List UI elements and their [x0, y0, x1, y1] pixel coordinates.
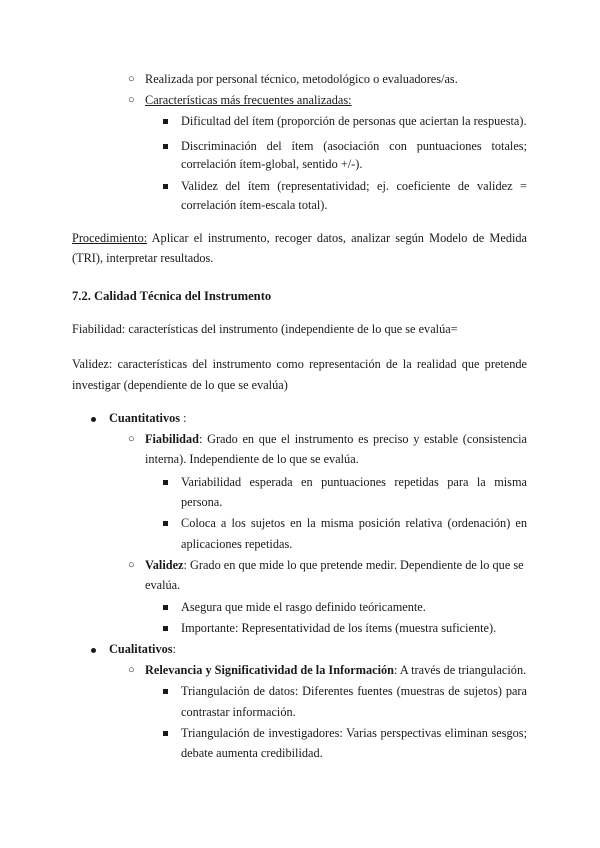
list-item-continuation: persona. [181, 495, 223, 509]
square-bullet-icon [163, 184, 168, 189]
validez-definition-continuation: investigar (dependiente de lo que se evalúa) [72, 378, 288, 392]
bullet-dot-icon [91, 648, 96, 653]
validez-item: Validez: Grado en que mide lo que pretende medir. Dependiente de lo que se [145, 558, 524, 572]
circle-bullet-icon: ○ [128, 433, 135, 445]
validez-definition: Validez: características del instrumento como representación de la realidad que pretende [72, 357, 527, 371]
circle-bullet-icon: ○ [128, 664, 135, 676]
square-bullet-icon [163, 689, 168, 694]
fiabilidad-continuation: interna). Independiente de lo que se evalúa. [145, 452, 359, 466]
section-heading: 7.2. Calidad Técnica del Instrumento [72, 289, 272, 303]
square-bullet-icon [163, 480, 168, 485]
square-bullet-icon [163, 731, 168, 736]
cuantitativos-item: Cuantitativos : [109, 411, 187, 425]
list-item: Dificultad del ítem (proporción de personas que aciertan la respuesta). [181, 114, 527, 128]
list-item: Triangulación de investigadores: Varias perspectivas eliminan sesgos; [181, 726, 527, 740]
square-bullet-icon [163, 521, 168, 526]
fiabilidad-definition: Fiabilidad: características del instrumento (independiente de lo que se evalúa= [72, 322, 458, 336]
procedimiento-label: Procedimiento: [72, 231, 148, 245]
list-item-continuation: correlación ítem-global, sentido +/-). [181, 157, 363, 171]
bullet-dot-icon [91, 417, 96, 422]
circle-bullet-icon: ○ [128, 73, 135, 85]
cualitativos-item: Cualitativos: [109, 642, 176, 656]
square-bullet-icon [163, 144, 168, 149]
validez-continuation: evalúa. [145, 578, 181, 592]
list-item: Importante: Representatividad de los ítems (muestra suficiente). [181, 621, 497, 635]
list-item: Coloca a los sujetos en la misma posición relativa (ordenación) en [181, 516, 527, 530]
procedimiento-paragraph: Procedimiento: Aplicar el instrumento, recoger datos, analizar según Modelo de Medida [72, 231, 527, 245]
circle-bullet-icon: ○ [128, 559, 135, 571]
square-bullet-icon [163, 626, 168, 631]
list-item: Asegura que mide el rasgo definido teóricamente. [181, 600, 426, 614]
list-item-heading: Características más frecuentes analizadas: [145, 93, 352, 107]
procedimiento-continuation: (TRI), interpretar resultados. [72, 251, 214, 265]
square-bullet-icon [163, 119, 168, 124]
list-item: Realizada por personal técnico, metodológico o evaluadores/as. [145, 72, 458, 86]
list-item: Variabilidad esperada en puntuaciones repetidas para la misma [181, 475, 527, 489]
fiabilidad-item: Fiabilidad: Grado en que el instrumento es preciso y estable (consistencia [145, 432, 527, 446]
relevancia-item: Relevancia y Significatividad de la Información: A través de triangulación. [145, 663, 527, 677]
list-item: Triangulación de datos: Diferentes fuentes (muestras de sujetos) para [181, 684, 527, 698]
circle-bullet-icon: ○ [128, 94, 135, 106]
list-item: Discriminación del ítem (asociación con puntuaciones totales; [181, 139, 527, 153]
list-item-continuation: aplicaciones repetidas. [181, 537, 293, 551]
square-bullet-icon [163, 605, 168, 610]
list-item-continuation: debate aumenta credibilidad. [181, 746, 323, 760]
list-item-continuation: correlación ítem-escala total). [181, 198, 328, 212]
list-item: Validez del ítem (representatividad; ej. coeficiente de validez = [181, 179, 527, 193]
list-item-continuation: contrastar información. [181, 705, 296, 719]
